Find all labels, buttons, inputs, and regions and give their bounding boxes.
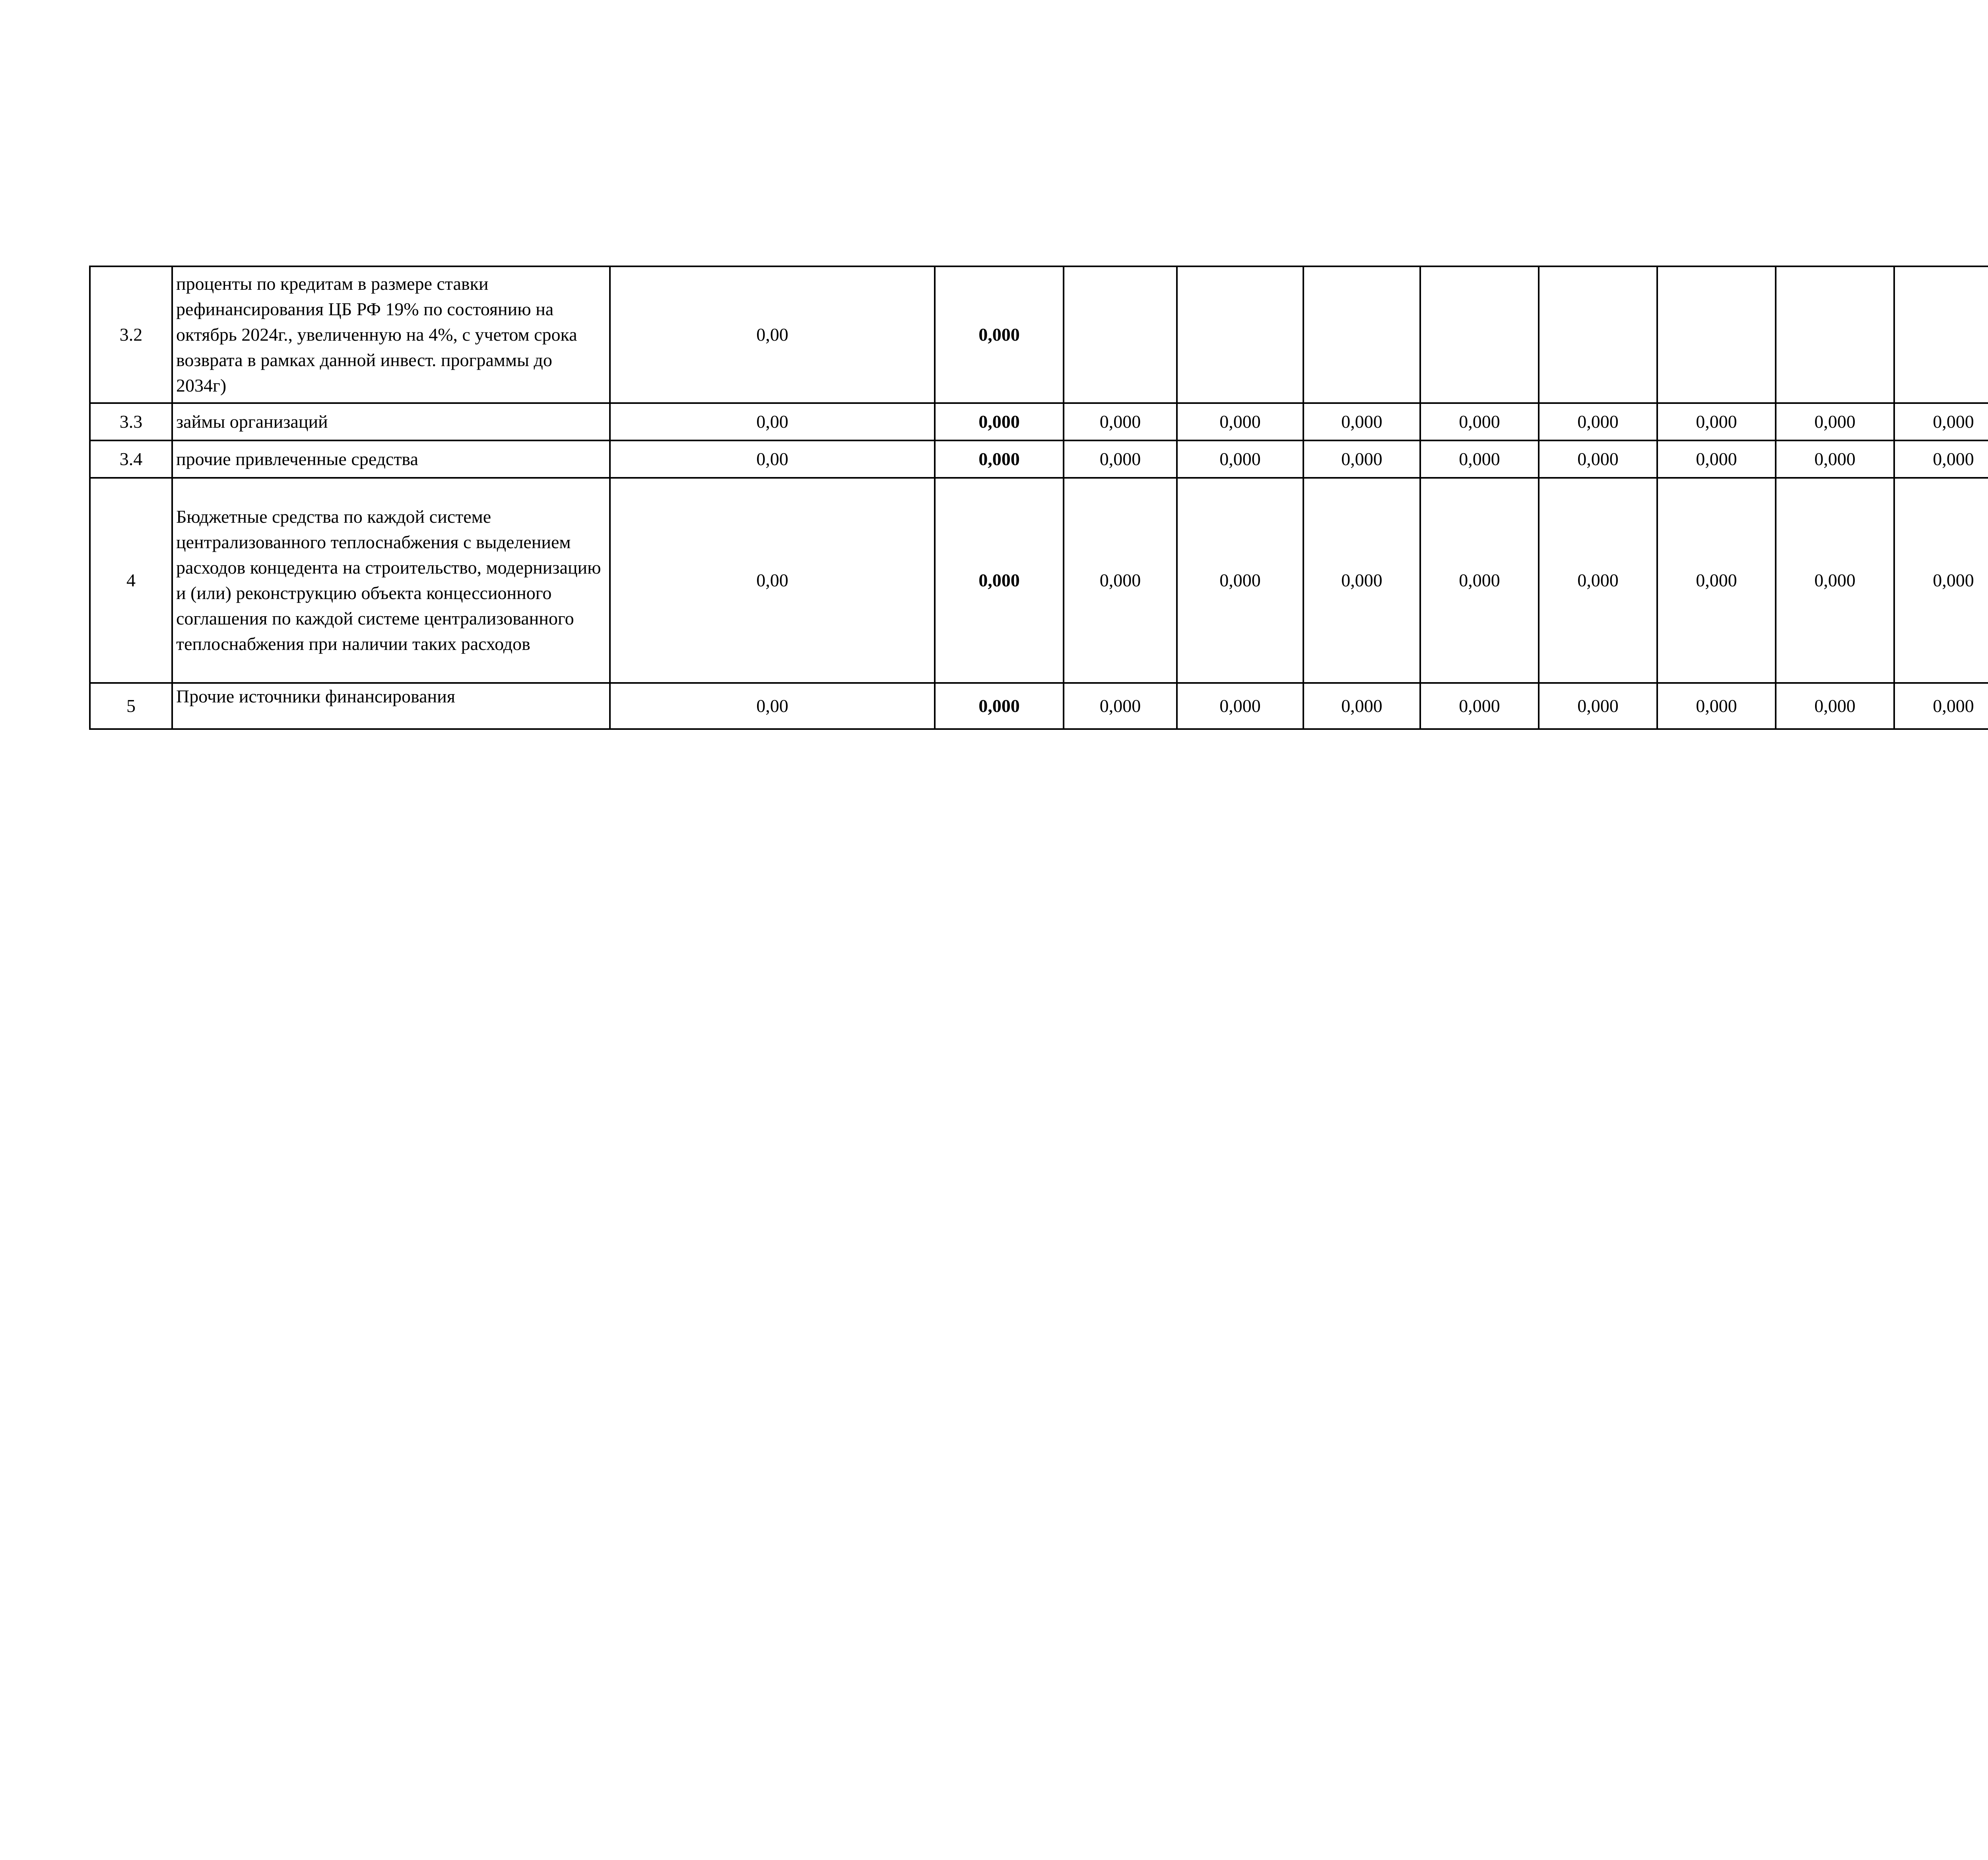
year-value: 0,000 [1064, 403, 1177, 440]
base-value: 0,00 [610, 683, 935, 729]
year-value: 0,000 [1776, 478, 1894, 683]
year-value: 0,000 [1539, 403, 1657, 440]
year-value: 0,000 [1894, 683, 1988, 729]
year-value: 0,000 [1064, 478, 1177, 683]
row-name: займы организаций [172, 403, 610, 440]
table-row [90, 266, 1988, 403]
table-row [90, 478, 1988, 683]
base-value: 0,00 [610, 478, 935, 683]
year-value: 0,000 [1177, 683, 1303, 729]
total-value: 0,000 [935, 266, 1064, 403]
year-value: 0,000 [1303, 683, 1420, 729]
year-value: 0,000 [1177, 478, 1303, 683]
row-number: 3.4 [90, 440, 172, 478]
year-value: 0,000 [1776, 403, 1894, 440]
year-value: 0,000 [1064, 683, 1177, 729]
year-value: 0,000 [1776, 683, 1894, 729]
year-value: 0,000 [1420, 683, 1539, 729]
year-value: 0,000 [1420, 440, 1539, 478]
financing-table [89, 266, 1988, 730]
base-value: 0,00 [610, 403, 935, 440]
year-value [1539, 266, 1657, 403]
year-value: 0,000 [1894, 478, 1988, 683]
year-value: 0,000 [1177, 403, 1303, 440]
row-number: 3.3 [90, 403, 172, 440]
table-row [90, 440, 1988, 478]
year-value: 0,000 [1657, 440, 1776, 478]
table-row [90, 683, 1988, 729]
row-name: проценты по кредитам в размере ставки рефинансирования ЦБ РФ 19% по состоянию на октябрь 2024г., увеличенную на 4%, с учетом срока возврата в рамках данной инвест. программы до 2034г) [172, 266, 610, 403]
table-row [90, 403, 1988, 440]
year-value [1894, 266, 1988, 403]
year-value: 0,000 [1657, 403, 1776, 440]
total-value: 0,000 [935, 683, 1064, 729]
year-value [1177, 266, 1303, 403]
year-value: 0,000 [1657, 478, 1776, 683]
year-value [1420, 266, 1539, 403]
year-value: 0,000 [1303, 478, 1420, 683]
row-number: 4 [90, 478, 172, 683]
total-value: 0,000 [935, 478, 1064, 683]
year-value: 0,000 [1539, 478, 1657, 683]
year-value [1064, 266, 1177, 403]
year-value [1776, 266, 1894, 403]
year-value: 0,000 [1776, 440, 1894, 478]
year-value: 0,000 [1894, 440, 1988, 478]
year-value: 0,000 [1539, 440, 1657, 478]
year-value: 0,000 [1657, 683, 1776, 729]
year-value: 0,000 [1177, 440, 1303, 478]
year-value: 0,000 [1420, 478, 1539, 683]
row-name: Бюджетные средства по каждой системе централизованного теплоснабжения с выделением расходов концедента на строительство, модернизацию и (или) реконструкцию объекта концессионного соглашения по каждой системе централизованного теплоснабжения при наличии таких расходов [172, 478, 610, 683]
row-number: 3.2 [90, 266, 172, 403]
year-value: 0,000 [1420, 403, 1539, 440]
row-name: Прочие источники финансирования [172, 683, 610, 729]
base-value: 0,00 [610, 440, 935, 478]
year-value: 0,000 [1303, 403, 1420, 440]
total-value: 0,000 [935, 403, 1064, 440]
row-name: прочие привлеченные средства [172, 440, 610, 478]
year-value: 0,000 [1064, 440, 1177, 478]
total-value: 0,000 [935, 440, 1064, 478]
year-value [1303, 266, 1420, 403]
year-value: 0,000 [1539, 683, 1657, 729]
year-value [1657, 266, 1776, 403]
year-value: 0,000 [1894, 403, 1988, 440]
base-value: 0,00 [610, 266, 935, 403]
year-value: 0,000 [1303, 440, 1420, 478]
row-number: 5 [90, 683, 172, 729]
